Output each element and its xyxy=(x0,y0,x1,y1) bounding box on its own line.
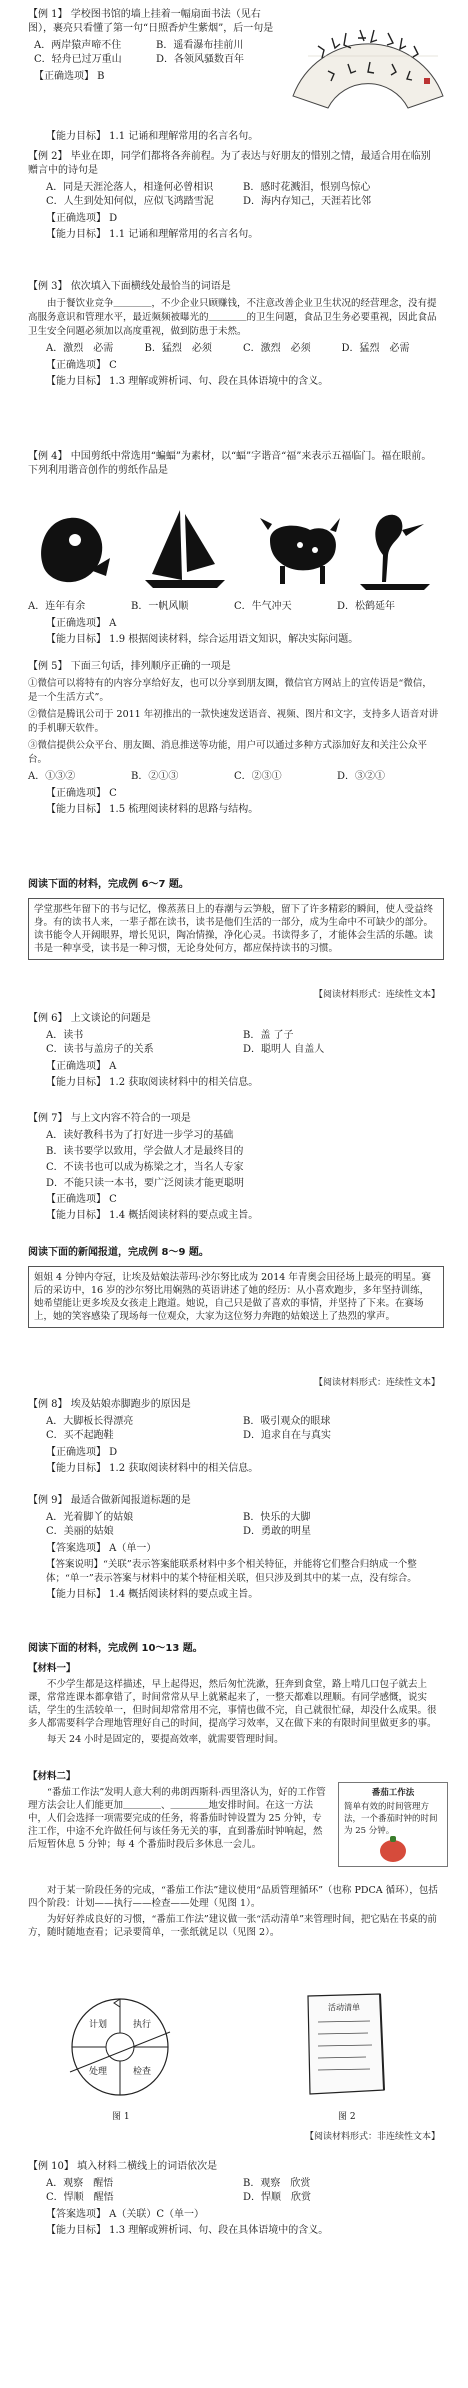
question-stem: 【例 9】 最适合做新闻报道标题的是 xyxy=(28,1495,191,1506)
question-stem: 【例 10】 填入材料二横线上的词语依次是 xyxy=(28,2161,218,2172)
option-b: B．感时花溅泪，恨别鸟惊心 xyxy=(243,182,371,193)
pdca-label: 执行 xyxy=(132,2020,152,2030)
options xyxy=(34,39,278,67)
option-d: D．海内存知己，天涯若比邻 xyxy=(243,196,372,207)
option-c: C．美丽的姑娘 xyxy=(46,1526,114,1537)
option-b: B．吸引观众的眼球 xyxy=(243,1416,331,1427)
option-d: D．③②① xyxy=(337,771,386,782)
ability: 【能力目标】 1.2 获取阅读材料中的相关信息。 xyxy=(46,1463,259,1474)
ability: 【能力目标】 1.2 获取阅读材料中的相关信息。 xyxy=(46,1077,259,1088)
option-a: A．读好教科书为了打好进一步学习的基础 xyxy=(46,1130,234,1141)
option-b: B．观察 欣赏 xyxy=(243,2178,311,2189)
answer: 【正确选项】 A xyxy=(46,618,117,629)
material-two xyxy=(28,1770,328,1854)
answer: 【正确选项】 A xyxy=(46,1061,117,1072)
question-7 xyxy=(28,1112,440,1225)
answer: 【正确选项】 B xyxy=(34,71,105,82)
question-stem: 【例 7】 与上文内容不符合的一项是 xyxy=(28,1113,191,1124)
options xyxy=(46,1029,440,1057)
material-text: 每天 24 小时是固定的，要提高效率，就需要管理时间。 xyxy=(47,1734,284,1745)
ability: 【能力目标】 1.4 概括阅读材料的要点或主旨。 xyxy=(46,1589,259,1600)
material-text: 为好好养成良好的习惯，“番茄工作法”建议做一张“活动清单”来管理时间，把它贴在书桌的前方，随时随地查看；记录要简单，一张纸就足以（见图 2）。 xyxy=(28,1914,437,1938)
activity-list-figure xyxy=(300,1990,390,2100)
option-d: D．聪明人 自盖人 xyxy=(243,1044,325,1055)
question-stem: 【例 4】 中国剪纸中常选用“蝙蝠”为素材，以“蝠”字谐音“福”来表示五福临门。福在眼前。下列利用谐音创作的剪纸作品是 xyxy=(28,451,432,476)
section-heading: 阅读下面的材料，完成例 6～7 题。 xyxy=(28,879,189,890)
options xyxy=(46,1415,440,1443)
pomodoro-note xyxy=(338,1782,448,1867)
ability: 【能力目标】 1.4 概括阅读材料的要点或主旨。 xyxy=(46,1210,259,1221)
statement-1: ①微信可以将特有的内容分享给好友，也可以分享到朋友圈，微信官方网站上的宣传语是“微信，是一个生活方式”。 xyxy=(28,678,432,703)
option-b: B．一帆风顺 xyxy=(131,601,189,612)
options xyxy=(46,342,440,356)
option-d: D．松鹤延年 xyxy=(337,601,396,612)
question-stem: 【例 1】 学校图书馆的墙上挂着一幅扇面书法（见右图），裹亮只看懂了第一句“日照香炉生紫烟”，后一句是 xyxy=(28,9,274,34)
question-10 xyxy=(28,2160,440,2240)
material-one xyxy=(28,1662,440,1749)
material-text: 不少学生都是这样描述，早上起得迟，然后匆忙洗漱，狂奔到食堂，路上啃几口包子就去上课，常常连课本都拿错了，时间常常从早上就紧起来了，一整天都难以理顺。有同学感慨，说实话，学生的生活较单一，但时间却常常用不完，事情也做不完，自己就很忙碌，却没什么成果。很多人都需要科学合理地管理好自己的时间，提高学习效率，又在做下来的有限时间里做更多的事。 xyxy=(28,1679,437,1729)
answer: 【正确选项】 D xyxy=(46,1447,118,1458)
question-2 xyxy=(28,150,440,244)
answer: 【答案选项】 A（关联）C（单一） xyxy=(46,2209,205,2220)
material-title: 【材料一】 xyxy=(28,1663,76,1674)
material-title: 【材料二】 xyxy=(28,1771,76,1782)
section-heading: 阅读下面的新闻报道，完成例 8～9 题。 xyxy=(28,1247,209,1258)
question-stem: 【例 3】 依次填入下面横线处最恰当的词语是 xyxy=(28,281,231,292)
material-two-cont xyxy=(28,1884,440,1942)
option-c: C．悍顺 醒悟 xyxy=(46,2192,114,2203)
reading-passage: 姐姐 4 分钟内夺冠，让埃及姑娘法蒂玛·沙尔努比成为 2014 年青奥会田径场上最亮的明星。赛后的采访中，16 岁的沙尔努比用娴熟的英语讲述了她的经历：从小喜欢跑步，多年坚持训练，她希望能让更多埃及女孩走上跑道。她说，自己只是做了喜欢的事情，并坚持了下来。在赛场上，她的笑容感染了现场每一位观众，大家为这位努力奔跑的姑娘送上了热烈的掌声。 xyxy=(28,1266,444,1328)
question-8 xyxy=(28,1398,440,1478)
section-heading: 阅读下面的材料，完成例 10～13 题。 xyxy=(28,1643,203,1654)
question-stem: 【例 5】 下面三句话，排列顺序正确的一项是 xyxy=(28,661,231,672)
material-form: 【阅读材料形式：连续性文本】 xyxy=(313,1378,440,1388)
ability: 【能力目标】 1.3 理解或辨析词、句、段在具体语境中的含义。 xyxy=(46,376,329,387)
answer: 【正确选项】 C xyxy=(46,360,117,371)
option-a: A．观察 醒悟 xyxy=(46,2178,114,2189)
option-a: A．激烈 必需 xyxy=(46,343,114,354)
option-d: D．不能只读一本书，要广泛阅读才能更聪明 xyxy=(46,1178,245,1189)
pdca-cycle-figure xyxy=(60,1992,180,2102)
option-a: A．两岸猿声啼不住 xyxy=(34,40,122,51)
question-6 xyxy=(28,1012,440,1092)
options xyxy=(28,770,440,784)
option-b: B．读书要学以致用，学会做人才是最终目的 xyxy=(46,1146,244,1157)
option-a: A．大脚板长得漂亮 xyxy=(46,1416,134,1427)
ability: 【能力目标】 1.5 梳理阅读材料的思路与结构。 xyxy=(46,804,259,815)
pdca-label: 检查 xyxy=(132,2067,152,2077)
option-b: B．遥看瀑布挂前川 xyxy=(156,40,244,51)
option-a: A．光着脚丫的姑娘 xyxy=(46,1512,134,1523)
note-text: 简单有效的时间管理方法，一个番茄时钟的时间为 25 分钟。 xyxy=(344,1802,438,1836)
figure-caption: 图 1 xyxy=(112,2112,130,2122)
fan-calligraphy-image xyxy=(288,16,448,111)
answer: 【正确选项】 C xyxy=(46,1194,117,1205)
option-c: C．轻舟已过万重山 xyxy=(34,54,122,65)
figure-caption: 图 2 xyxy=(338,2112,356,2122)
question-5 xyxy=(28,660,440,819)
statement-3: ③微信提供公众平台、朋友圈、消息推送等功能，用户可以通过多种方式添加好友和关注公众平台。 xyxy=(28,740,428,765)
option-b: B．②①③ xyxy=(131,771,179,782)
pdca-label: 处理 xyxy=(88,2067,108,2077)
material-text: “番茄工作法”发明人意大利的弗朗西斯科·西里洛认为，好的工作管理方法会让人们能更加＿＿＿＿、＿＿＿＿地安排时间。在这一方法中，人们会选择一项需要完成的任务，将番茄时钟设置为 25 分钟，专注工作，中途不允许做任何与该任务无关的事，直到番茄时钟响起，然后短暂休息 5 分钟；每 4 个番茄时段后多休息一会儿。 xyxy=(28,1787,326,1850)
material-form: 【阅读材料形式：非连续性文本】 xyxy=(304,2132,440,2142)
option-d: D．追求自在与真实 xyxy=(243,1430,332,1441)
option-c: C．激烈 必须 xyxy=(243,343,311,354)
ability: 【能力目标】 1.9 根据阅读材料，综合运用语文知识，解决实际问题。 xyxy=(46,634,359,645)
option-b: B．盖 了子 xyxy=(243,1030,294,1041)
option-c: C．牛气冲天 xyxy=(234,601,292,612)
question-1 xyxy=(28,8,278,86)
option-d: D．勇敢的明星 xyxy=(243,1526,312,1537)
option-b: B．快乐的大脚 xyxy=(243,1512,311,1523)
option-d: D．各领风骚数百年 xyxy=(156,54,245,65)
question-3 xyxy=(28,280,440,391)
options xyxy=(46,181,440,209)
ability: 【能力目标】 1.3 理解或辨析词、句、段在具体语境中的含义。 xyxy=(46,2225,329,2236)
activity-list-title: 活动清单 xyxy=(328,2003,360,2012)
option-c: C．②③① xyxy=(234,771,282,782)
question-stem: 【例 6】 上文谈论的问题是 xyxy=(28,1013,151,1024)
statement-2: ②微信是腾讯公司于 2011 年初推出的一款快速发送语音、视频、图片和文字，支持多人语音对讲的手机聊天软件。 xyxy=(28,709,439,734)
option-a: A．读书 xyxy=(46,1030,84,1041)
option-a: A．①③② xyxy=(28,771,76,782)
material-form: 【阅读材料形式：连续性文本】 xyxy=(313,990,440,1000)
options xyxy=(28,600,440,614)
reading-passage: 学堂那些年留下的书与记忆，像蒸蒸日上的春潮与云笋般，留下了许多精彩的瞬间，使人受益终身。有的读书人来，一辈子都在读书，读书是他们生活的一部分，成为生命中不可缺少的部分。读书能令人开阔眼界，增长见识，陶冶情操，净化心灵。书读得多了，才能体会生活的乐趣。读书是一种享受，读书是一种习惯，无论身处何方，都应保持读书的习惯。 xyxy=(28,898,444,960)
question-passage: 由于餐饮业竞争＿＿＿＿，不少企业只顾赚钱，不注意改善企业卫生状况的经营理念，没有提高服务意识和管理水平，最近频频被曝光的＿＿＿＿的卫生问题，食品卫生务必要重视，因此食品卫生安全问题必须加以高度重视，做到防患于未然。 xyxy=(28,298,437,337)
option-c: C．买不起跑鞋 xyxy=(46,1430,114,1441)
answer: 【答案选项】 A（单一） xyxy=(46,1543,157,1554)
question-stem: 【例 8】 埃及姑娘赤脚跑步的原因是 xyxy=(28,1399,191,1410)
option-d: D．悍顺 欣赏 xyxy=(243,2192,312,2203)
option-d: D．猛烈 必需 xyxy=(341,343,410,354)
question-4 xyxy=(28,450,440,481)
note-title: 番茄工作法 xyxy=(371,1788,415,1798)
answer: 【正确选项】 C xyxy=(46,788,117,799)
option-c: C．读书与盖房子的关系 xyxy=(46,1044,154,1055)
options xyxy=(46,2177,440,2205)
question-stem: 【例 2】 毕业在即，同学们都将各奔前程。为了表达与好朋友的惜别之情，最适合用在临别赠言中的诗句是 xyxy=(28,151,431,176)
question-9 xyxy=(28,1494,440,1604)
option-c: C．不读书也可以成为栋梁之才，当名人专家 xyxy=(46,1162,244,1173)
pdca-label: 计划 xyxy=(88,2020,108,2030)
option-c: C．人生到处知何似，应似飞鸿踏雪泥 xyxy=(46,196,214,207)
ability: 【能力目标】 1.1 记诵和理解常用的名言名句。 xyxy=(46,229,259,240)
answer: 【正确选项】 D xyxy=(46,213,118,224)
options xyxy=(46,1511,440,1539)
tomato-icon xyxy=(380,1840,406,1862)
ability: 【能力目标】 1.1 记诵和理解常用的名言名句。 xyxy=(46,131,259,142)
material-text: 对于某一阶段任务的完成，“番茄工作法”建议使用“品质管理循环”（也称 PDCA 循环），包括四个阶段：计划——执行——检查——处理（见图 1）。 xyxy=(28,1885,438,1909)
option-b: B．猛烈 必须 xyxy=(144,343,212,354)
question-4-footer xyxy=(28,600,440,649)
option-a: A．连年有余 xyxy=(28,601,86,612)
papercut-images xyxy=(30,500,440,595)
answer-explanation: 【答案说明】“关联”表示答案能联系材料中多个相关特征，并能将它们整合归纳成一个整体；“单一”表示答案与材料中的某个特征相关联，但只涉及到其中的某一点，没有综合。 xyxy=(46,1559,417,1584)
option-a: A．同是天涯沦落人，相逢何必曾相识 xyxy=(46,182,214,193)
